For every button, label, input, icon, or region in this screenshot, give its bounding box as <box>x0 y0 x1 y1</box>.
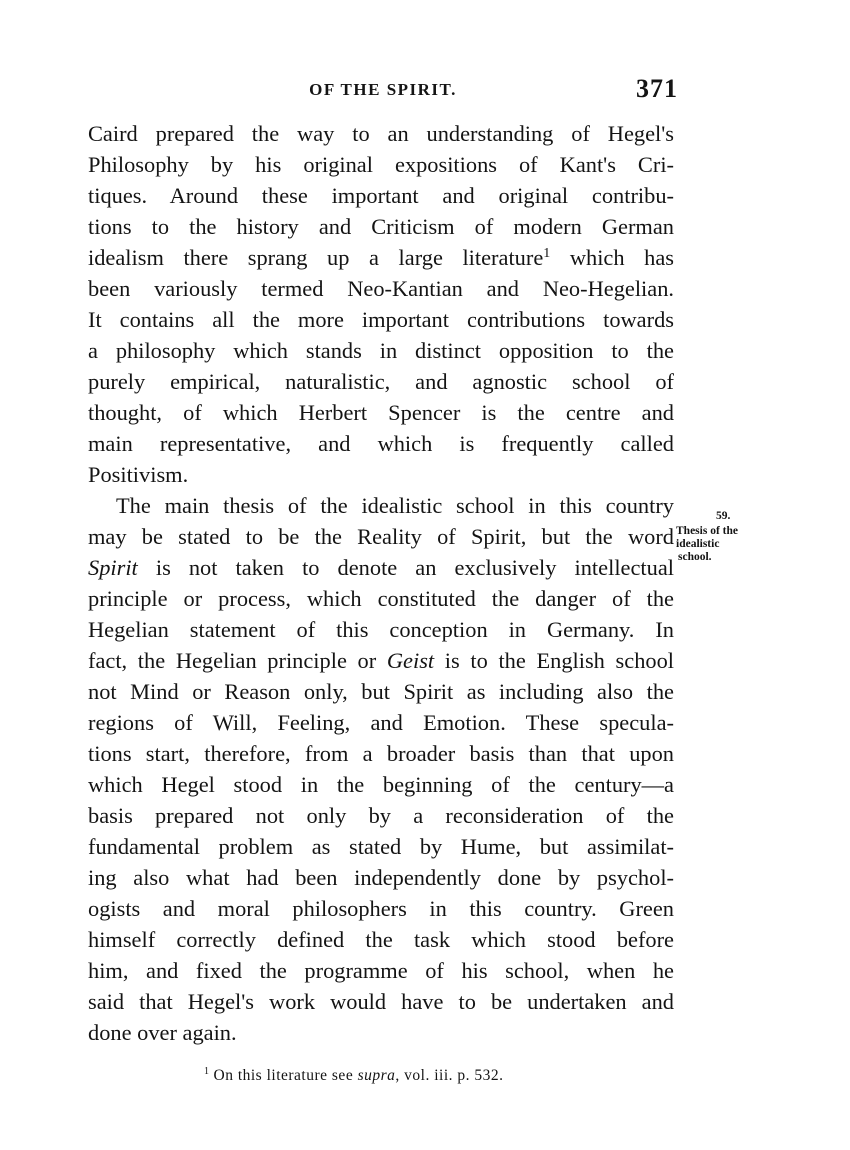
page-number: 371 <box>636 74 678 103</box>
text-line: which Hegel stood in the beginning of the century—a <box>88 772 674 797</box>
paragraph <box>88 490 674 1048</box>
footnote-italic: supra <box>357 1067 396 1084</box>
running-title: OF THE SPIRIT. <box>309 80 457 99</box>
text-segment: idealism there sprang up a large literature <box>88 245 544 270</box>
margin-note-number: 59. <box>716 510 731 522</box>
italic-term: Spirit <box>88 555 138 580</box>
footnote-reference[interactable]: 1 <box>543 246 551 261</box>
text-segment: which has <box>550 245 674 270</box>
text-line: been variously termed Neo-Kantian and Neo-Hegelian. <box>88 276 674 301</box>
text-line: tions to the history and Criticism of modern German <box>88 214 674 239</box>
text-line: Hegelian statement of this conception in Germany. In <box>88 617 674 642</box>
text-line: not Mind or Reason only, but Spirit as including also the <box>88 679 674 704</box>
footnote-text-before: On this literature see <box>213 1067 358 1084</box>
footnote-marker: 1 <box>204 1066 210 1077</box>
text-line: said that Hegel's work would have to be undertaken and <box>88 989 674 1014</box>
running-head <box>88 74 678 104</box>
text-line: tiques. Around these important and original contribu- <box>88 183 674 208</box>
text-line: Philosophy by his original expositions of Kant's Cri- <box>88 152 674 177</box>
text-line: ogists and moral philosophers in this country. Green <box>88 896 674 921</box>
text-line: fundamental problem as stated by Hume, but assimilat- <box>88 834 674 859</box>
text-line: ing also what had been independently done by psychol- <box>88 865 674 890</box>
text-line <box>88 552 674 583</box>
text-line <box>88 645 674 676</box>
text-line: main representative, and which is frequently called <box>88 431 674 456</box>
text-line: principle or process, which constituted the danger of the <box>88 586 674 611</box>
margin-note-line: idealistic <box>676 538 720 550</box>
text-line: tions start, therefore, from a broader basis than that upon <box>88 741 674 766</box>
text-line: thought, of which Herbert Spencer is the centre and <box>88 400 674 425</box>
text-line: The main thesis of the idealistic school in this country <box>116 493 674 518</box>
text-line: regions of Will, Feeling, and Emotion. These specula- <box>88 710 674 735</box>
text-line: himself correctly defined the task which stood before <box>88 927 674 952</box>
text-line <box>88 242 674 273</box>
text-line: basis prepared not only by a reconsideration of the <box>88 803 674 828</box>
text-line: a philosophy which stands in distinct opposition to the <box>88 338 674 363</box>
text-line: him, and fixed the programme of his school, when he <box>88 958 674 983</box>
footnote-text-after: , vol. iii. p. 532. <box>395 1067 504 1084</box>
paragraph <box>88 118 674 490</box>
body-text <box>88 118 674 1048</box>
text-line: may be stated to be the Reality of Spirit, but the word <box>88 524 674 549</box>
margin-note <box>676 510 776 564</box>
text-line: purely empirical, naturalistic, and agnostic school of <box>88 369 674 394</box>
text-line: It contains all the more important contributions towards <box>88 307 674 332</box>
text-line: Positivism. <box>88 462 189 487</box>
margin-note-line: Thesis of the <box>676 525 738 537</box>
text-line: done over again. <box>88 1020 237 1045</box>
footnote <box>204 1066 504 1086</box>
italic-term: Geist <box>386 648 435 673</box>
text-segment: is not taken to denote an exclusively intellectual <box>137 555 674 580</box>
text-line: Caird prepared the way to an understanding of Hegel's <box>88 121 674 146</box>
margin-note-line: school. <box>678 551 712 563</box>
text-segment: fact, the Hegelian principle or <box>88 648 387 673</box>
text-segment: is to the English school <box>434 648 674 673</box>
